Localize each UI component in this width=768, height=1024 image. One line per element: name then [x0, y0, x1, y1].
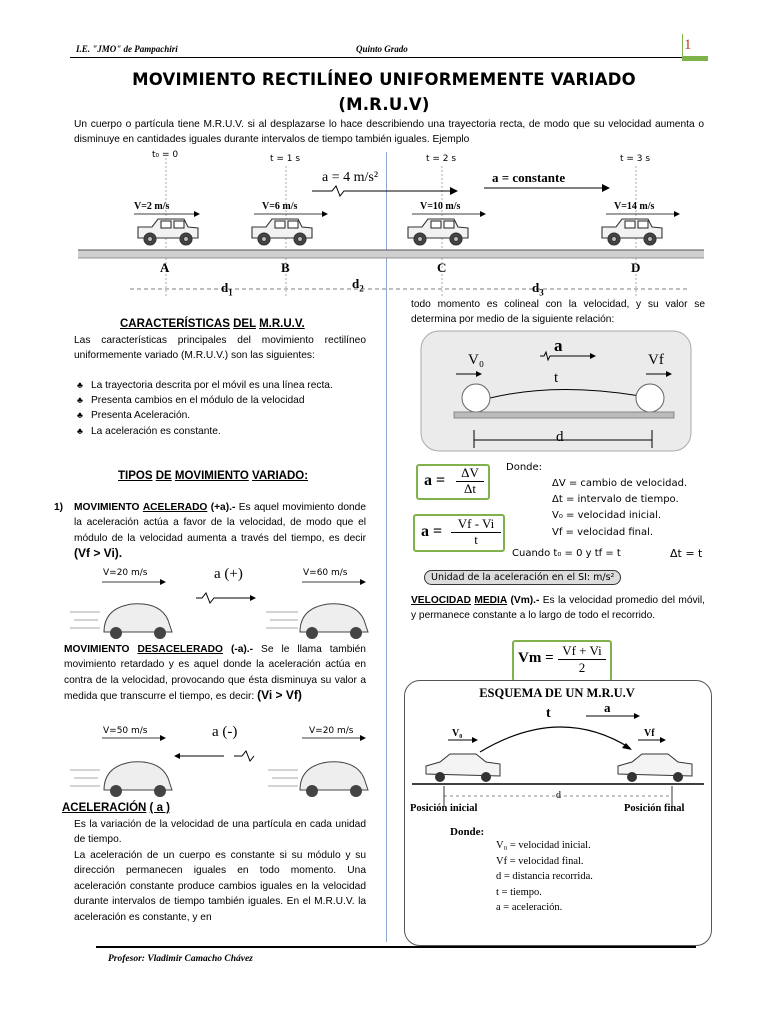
acelerado-a-label: a (+) [214, 566, 243, 582]
desacelerado-a-label: a (-) [212, 724, 238, 740]
cuando-result: Δt = t [670, 547, 703, 560]
desacelerado-paragraph: MOVIMIENTO DESACELERADO (-a).- Se le llama también movimiento retardado y es aquel donde la aceleración actúa en contra de la velocidad, provocando que ésta disminuya su valor a medida que transcurre el tiempo, es decir: (Vi > Vf) [64, 644, 366, 703]
distance-d3: $d_3$ [532, 280, 544, 298]
diagram-a: a [554, 336, 563, 355]
header-accent-bar [682, 56, 708, 61]
time-label-3: t = 3 s [620, 154, 651, 164]
velocity-label-a: V=2 m/s [134, 201, 170, 212]
school-name: I.E. "JMO" de Pampachiri [76, 44, 178, 54]
list-item: ♣ Presenta cambios en el módulo de la velocidad [77, 395, 305, 407]
page-title: MOVIMIENTO RECTILÍNEO UNIFORMEMENTE VARIADO [132, 70, 636, 89]
esquema-donde: Donde: [450, 826, 485, 838]
list-item: ♣ Presenta Aceleración. [77, 410, 191, 422]
diagram-t: t [554, 370, 559, 386]
definition-vf: Vf = velocidad final. [552, 527, 654, 538]
formula-vm: Vm = Vf + Vi 2 [512, 640, 612, 682]
point-b: B [281, 260, 290, 275]
donde-label: Donde: [506, 462, 543, 473]
definition-delta-t: Δt = intervalo de tiempo. [552, 494, 679, 505]
list-item: Vf = velocidad final. [496, 855, 584, 867]
formula-delta: a = ΔV Δt [416, 464, 490, 500]
time-label-2: t = 2 s [426, 154, 457, 164]
page-number-bracket [682, 34, 683, 58]
grade-label: Quinto Grado [356, 44, 408, 54]
cuando-condition: Cuando t₀ = 0 y tf = t [512, 548, 621, 559]
footer-professor: Profesor: Vladimir Camacho Chávez [108, 954, 253, 964]
intro-paragraph: Un cuerpo o partícula tiene M.R.U.V. si al desplazarse lo hace describiendo una trayectoria recta, de modo que su velocidad aumenta o disminuye en cantidades iguales durante intervalos de tiempo también iguales. Ejemplo [74, 119, 704, 146]
time-label-1: t = 1 s [270, 154, 301, 164]
list-item: a = aceleración. [496, 902, 563, 913]
desacelerado-v2: V=20 m/s [309, 726, 354, 736]
list-item: V₀ = velocidad inicial. [496, 840, 591, 851]
page-subtitle: (M.R.U.V) [338, 95, 430, 114]
caracteristicas-intro: Las características principales del movimiento rectilíneo uniformemente variado (M.R.U.V.) son las siguientes: [74, 335, 366, 362]
definition-v0: V₀ = velocidad inicial. [552, 510, 662, 521]
point-d: D [631, 260, 641, 275]
list-item: ♣ La aceleración es constante. [77, 425, 221, 437]
esquema-d: d [556, 790, 561, 801]
velocity-label-d: V=14 m/s [614, 201, 655, 212]
diagram-d: d [556, 429, 564, 445]
posicion-inicial: Posición inicial [410, 803, 478, 814]
aceleracion-heading: ACELERACIÓN ( a ) [62, 802, 170, 814]
esquema-vf: Vf [644, 728, 655, 739]
esquema-definitions [496, 838, 593, 916]
esquema-t: t [546, 706, 551, 721]
diagram-vf: Vf [648, 352, 664, 368]
acceleration-constant-label: a = constante [492, 170, 566, 185]
time-label-0: t₀ = 0 [152, 150, 179, 160]
esquema-title: ESQUEMA DE UN M.R.U.V [479, 686, 635, 700]
distance-d2: $d_2$ [352, 276, 364, 294]
acelerado-paragraph: MOVIMIENTO ACELERADO (+a).- Es aquel movimiento donde la aceleración actúa a favor de la velocidad, de modo que el módulo de la velocidad aumenta a través del tiempo, es decir (Vf > Vi). [74, 502, 366, 561]
header-rule [70, 57, 682, 58]
list-item: ♣ La trayectoria descrita por el móvil es una línea recta. [77, 380, 333, 391]
formula-velocities: a = Vf - Vi t [413, 514, 505, 552]
acceleration-label: a = 4 m/s² [322, 170, 379, 185]
aceleracion-paragraph: La aceleración de un cuerpo es constante si su módulo y su dirección permanecen iguales en todo momento. Una aceleración constante produce cambios iguales en la velocidad durante intervalos de tiempo también iguales. En el M.R.U.V. la aceleración es constante, y en [74, 850, 366, 923]
page-number: 1 [684, 37, 692, 53]
tipos-heading: TIPOS DE MOVIMIENTO VARIADO: [118, 470, 309, 482]
esquema-a: a [604, 700, 611, 715]
diagram-v0: V₀ [468, 352, 485, 368]
posicion-final: Posición final [624, 803, 685, 814]
acelerado-number: 1) [54, 502, 64, 513]
si-unit-badge: Unidad de la aceleración en el SI: m/s² [424, 570, 621, 585]
acelerado-v2: V=60 m/s [303, 568, 348, 578]
footer-rule [96, 946, 696, 948]
velocity-label-c: V=10 m/s [420, 201, 461, 212]
right-continuation: todo momento es colineal con la velocidad, y su valor se determina por medio de la siguiente relación: [411, 299, 705, 326]
distance-d1: $d_1$ [221, 280, 233, 298]
caracteristicas-list [74, 378, 366, 439]
velocidad-media-paragraph: VELOCIDAD MEDIA (Vm).- Es la velocidad promedio del móvil, y permanece constante a lo largo de todo el recorrido. [411, 595, 705, 622]
esquema-v0: V₀ [452, 728, 463, 739]
definition-delta-v: ΔV = cambio de velocidad. [552, 478, 688, 489]
caracteristicas-heading: CARACTERÍSTICAS DEL M.R.U.V. [120, 318, 305, 330]
aceleracion-definition: Es la variación de la velocidad de una partícula en cada unidad de tiempo. [74, 819, 366, 846]
list-item: d = distancia recorrida. [496, 871, 593, 882]
point-c: C [437, 260, 447, 275]
list-item: t = tiempo. [496, 886, 542, 898]
velocity-label-b: V=6 m/s [262, 201, 298, 212]
desacelerado-v1: V=50 m/s [103, 726, 148, 736]
point-a: A [160, 260, 170, 275]
acelerado-v1: V=20 m/s [103, 568, 148, 578]
